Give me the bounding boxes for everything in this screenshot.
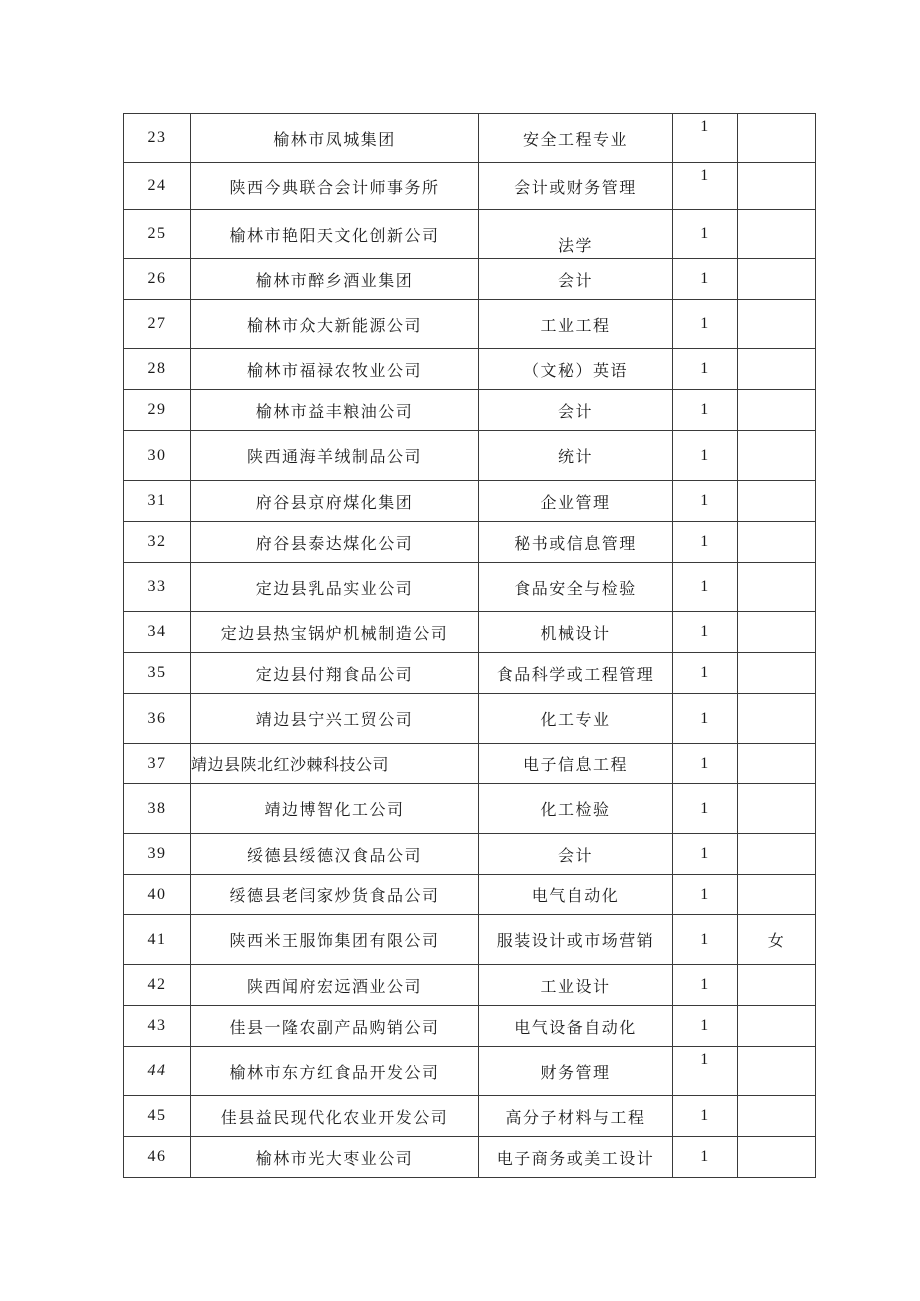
table-row bbox=[124, 1137, 816, 1178]
company-name-cell: 榆林市益丰粮油公司 bbox=[191, 390, 479, 431]
major-cell: 会计 bbox=[479, 390, 673, 431]
table-row bbox=[124, 965, 816, 1006]
major-cell: 电气设备自动化 bbox=[479, 1006, 673, 1047]
table-body bbox=[124, 114, 816, 1178]
headcount-cell: 1 bbox=[673, 431, 738, 481]
headcount-cell: 1 bbox=[673, 1137, 738, 1178]
row-number-cell: 27 bbox=[124, 300, 191, 349]
major-cell: 财务管理 bbox=[479, 1047, 673, 1096]
headcount-cell: 1 bbox=[673, 522, 738, 563]
company-name-cell: 佳县一隆农副产品购销公司 bbox=[191, 1006, 479, 1047]
table-row bbox=[124, 744, 816, 784]
company-name-cell: 陕西闻府宏远酒业公司 bbox=[191, 965, 479, 1006]
row-number-cell: 43 bbox=[124, 1006, 191, 1047]
table-row bbox=[124, 522, 816, 563]
table-row bbox=[124, 694, 816, 744]
note-cell bbox=[738, 965, 816, 1006]
table-row bbox=[124, 653, 816, 694]
row-number-cell: 31 bbox=[124, 481, 191, 522]
row-number-cell: 28 bbox=[124, 349, 191, 390]
table-row bbox=[124, 784, 816, 834]
headcount-cell: 1 bbox=[673, 210, 738, 259]
note-cell bbox=[738, 744, 816, 784]
major-cell: 会计 bbox=[479, 259, 673, 300]
headcount-cell: 1 bbox=[673, 653, 738, 694]
row-number-cell: 45 bbox=[124, 1096, 191, 1137]
table-row bbox=[124, 431, 816, 481]
headcount-cell: 1 bbox=[673, 300, 738, 349]
row-number-cell: 41 bbox=[124, 915, 191, 965]
headcount-cell: 1 bbox=[673, 1047, 738, 1096]
major-cell: 会计或财务管理 bbox=[479, 163, 673, 210]
table-row bbox=[124, 349, 816, 390]
headcount-cell: 1 bbox=[673, 259, 738, 300]
row-number-cell: 34 bbox=[124, 612, 191, 653]
company-name-cell: 榆林市光大枣业公司 bbox=[191, 1137, 479, 1178]
note-cell bbox=[738, 875, 816, 915]
row-number-cell: 37 bbox=[124, 744, 191, 784]
company-name-cell: 靖边县陕北红沙棘科技公司 bbox=[191, 744, 479, 784]
note-cell bbox=[738, 163, 816, 210]
row-number-cell: 40 bbox=[124, 875, 191, 915]
major-cell: 化工专业 bbox=[479, 694, 673, 744]
company-name-cell: 陕西通海羊绒制品公司 bbox=[191, 431, 479, 481]
major-cell: 食品安全与检验 bbox=[479, 563, 673, 612]
headcount-cell: 1 bbox=[673, 1096, 738, 1137]
major-cell: 会计 bbox=[479, 834, 673, 875]
company-name-cell: 靖边博智化工公司 bbox=[191, 784, 479, 834]
major-cell: 电子商务或美工设计 bbox=[479, 1137, 673, 1178]
company-name-cell: 府谷县京府煤化集团 bbox=[191, 481, 479, 522]
headcount-cell: 1 bbox=[673, 965, 738, 1006]
row-number-cell: 35 bbox=[124, 653, 191, 694]
headcount-cell: 1 bbox=[673, 114, 738, 163]
table-row bbox=[124, 1006, 816, 1047]
row-number-cell: 38 bbox=[124, 784, 191, 834]
major-cell: 统计 bbox=[479, 431, 673, 481]
headcount-cell: 1 bbox=[673, 390, 738, 431]
company-name-cell: 靖边县宁兴工贸公司 bbox=[191, 694, 479, 744]
note-cell bbox=[738, 259, 816, 300]
note-cell bbox=[738, 1047, 816, 1096]
row-number-cell: 44 bbox=[124, 1047, 191, 1096]
row-number-cell: 25 bbox=[124, 210, 191, 259]
major-cell: 秘书或信息管理 bbox=[479, 522, 673, 563]
row-number-cell: 46 bbox=[124, 1137, 191, 1178]
company-name-cell: 榆林市东方红食品开发公司 bbox=[191, 1047, 479, 1096]
note-cell bbox=[738, 481, 816, 522]
row-number-cell: 29 bbox=[124, 390, 191, 431]
note-cell bbox=[738, 653, 816, 694]
company-name-cell: 府谷县泰达煤化公司 bbox=[191, 522, 479, 563]
company-name-cell: 绥德县老闫家炒货食品公司 bbox=[191, 875, 479, 915]
note-cell bbox=[738, 210, 816, 259]
table-row bbox=[124, 563, 816, 612]
major-cell: 安全工程专业 bbox=[479, 114, 673, 163]
note-cell bbox=[738, 390, 816, 431]
table-row bbox=[124, 1047, 816, 1096]
major-cell: 食品科学或工程管理 bbox=[479, 653, 673, 694]
row-number-cell: 42 bbox=[124, 965, 191, 1006]
headcount-cell: 1 bbox=[673, 1006, 738, 1047]
row-number-cell: 26 bbox=[124, 259, 191, 300]
major-cell: 企业管理 bbox=[479, 481, 673, 522]
table-row bbox=[124, 114, 816, 163]
company-name-cell: 榆林市醉乡酒业集团 bbox=[191, 259, 479, 300]
major-cell: 电气自动化 bbox=[479, 875, 673, 915]
note-cell bbox=[738, 834, 816, 875]
table-row bbox=[124, 163, 816, 210]
table-row bbox=[124, 300, 816, 349]
note-cell bbox=[738, 114, 816, 163]
headcount-cell: 1 bbox=[673, 694, 738, 744]
row-number-cell: 30 bbox=[124, 431, 191, 481]
major-cell: 工业设计 bbox=[479, 965, 673, 1006]
major-cell: 化工检验 bbox=[479, 784, 673, 834]
row-number-cell: 36 bbox=[124, 694, 191, 744]
note-cell: 女 bbox=[738, 915, 816, 965]
company-name-cell: 定边县乳品实业公司 bbox=[191, 563, 479, 612]
table-row bbox=[124, 915, 816, 965]
headcount-cell: 1 bbox=[673, 744, 738, 784]
note-cell bbox=[738, 1006, 816, 1047]
row-number-cell: 39 bbox=[124, 834, 191, 875]
table-row bbox=[124, 210, 816, 259]
major-cell: 机械设计 bbox=[479, 612, 673, 653]
company-name-cell: 榆林市艳阳天文化创新公司 bbox=[191, 210, 479, 259]
note-cell bbox=[738, 563, 816, 612]
headcount-cell: 1 bbox=[673, 563, 738, 612]
major-cell: （文秘）英语 bbox=[479, 349, 673, 390]
note-cell bbox=[738, 612, 816, 653]
note-cell bbox=[738, 349, 816, 390]
note-cell bbox=[738, 522, 816, 563]
row-number-cell: 33 bbox=[124, 563, 191, 612]
major-cell: 工业工程 bbox=[479, 300, 673, 349]
table-row bbox=[124, 1096, 816, 1137]
company-name-cell: 定边县热宝锅炉机械制造公司 bbox=[191, 612, 479, 653]
recruitment-table bbox=[123, 113, 816, 1178]
headcount-cell: 1 bbox=[673, 349, 738, 390]
company-name-cell: 榆林市凤城集团 bbox=[191, 114, 479, 163]
row-number-cell: 24 bbox=[124, 163, 191, 210]
row-number-cell: 32 bbox=[124, 522, 191, 563]
company-name-cell: 榆林市福禄农牧业公司 bbox=[191, 349, 479, 390]
company-name-cell: 陕西米王服饰集团有限公司 bbox=[191, 915, 479, 965]
major-cell: 服装设计或市场营销 bbox=[479, 915, 673, 965]
headcount-cell: 1 bbox=[673, 481, 738, 522]
company-name-cell: 佳县益民现代化农业开发公司 bbox=[191, 1096, 479, 1137]
note-cell bbox=[738, 784, 816, 834]
headcount-cell: 1 bbox=[673, 834, 738, 875]
row-number-cell: 23 bbox=[124, 114, 191, 163]
headcount-cell: 1 bbox=[673, 163, 738, 210]
headcount-cell: 1 bbox=[673, 875, 738, 915]
table-row bbox=[124, 259, 816, 300]
major-cell: 高分子材料与工程 bbox=[479, 1096, 673, 1137]
company-name-cell: 定边县付翔食品公司 bbox=[191, 653, 479, 694]
major-cell: 电子信息工程 bbox=[479, 744, 673, 784]
note-cell bbox=[738, 694, 816, 744]
headcount-cell: 1 bbox=[673, 915, 738, 965]
headcount-cell: 1 bbox=[673, 784, 738, 834]
headcount-cell: 1 bbox=[673, 612, 738, 653]
table-row bbox=[124, 834, 816, 875]
company-name-cell: 陕西今典联合会计师事务所 bbox=[191, 163, 479, 210]
table-row bbox=[124, 481, 816, 522]
major-cell: 法学 bbox=[479, 210, 673, 259]
company-name-cell: 绥德县绥德汉食品公司 bbox=[191, 834, 479, 875]
table-row bbox=[124, 612, 816, 653]
note-cell bbox=[738, 431, 816, 481]
company-name-cell: 榆林市众大新能源公司 bbox=[191, 300, 479, 349]
table-row bbox=[124, 875, 816, 915]
note-cell bbox=[738, 300, 816, 349]
table-row bbox=[124, 390, 816, 431]
note-cell bbox=[738, 1137, 816, 1178]
note-cell bbox=[738, 1096, 816, 1137]
